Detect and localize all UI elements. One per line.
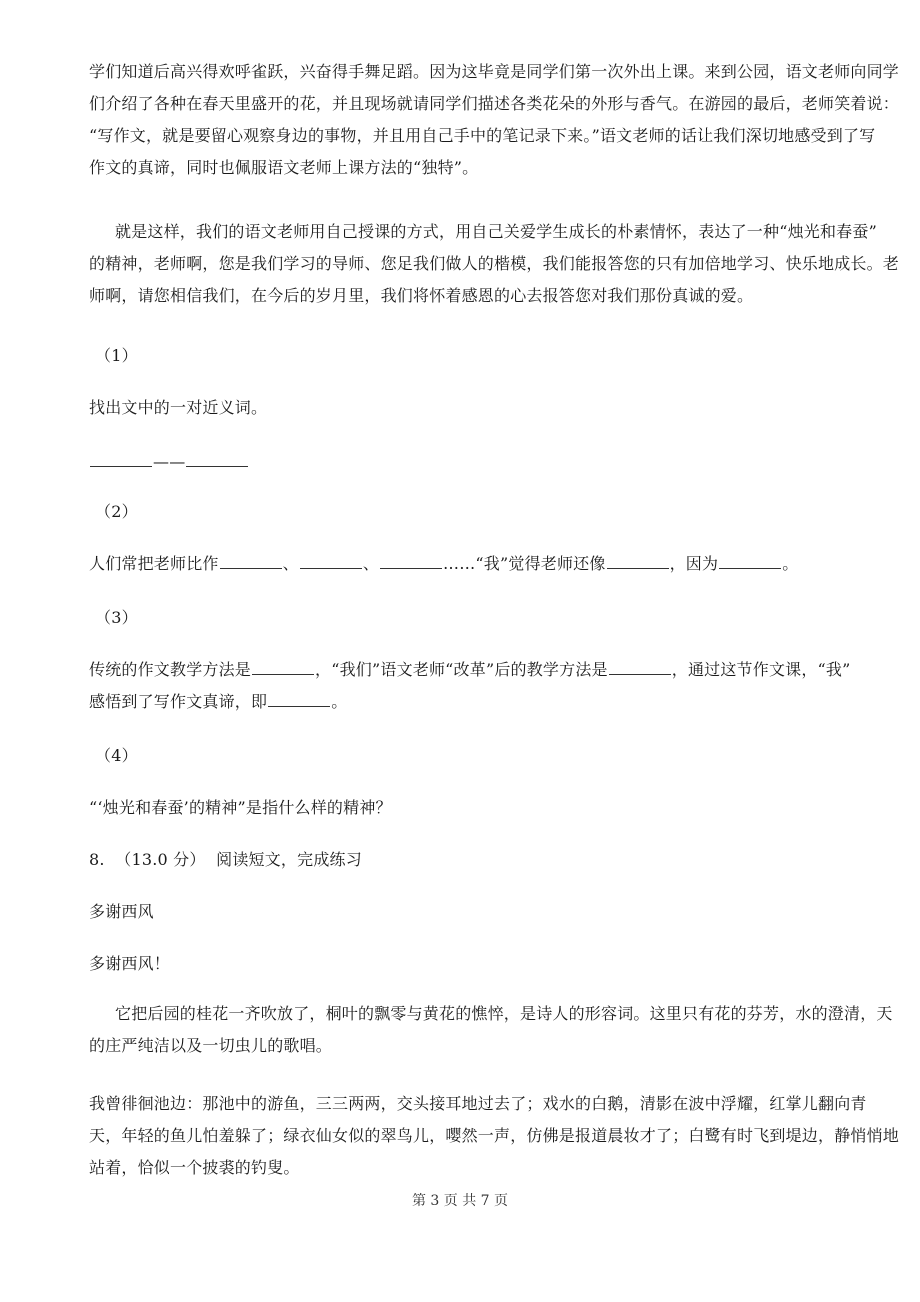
- answer-blank[interactable]: [252, 656, 314, 675]
- passage-paragraph-3: [89, 998, 893, 1062]
- page-footer: [0, 1190, 920, 1210]
- page-number: 第 3 页 共 7 页: [411, 1193, 509, 1209]
- text-line: 师啊，请您相信我们，在今后的岁月里，我们将怀着感恩的心去报答您对我们那份真诚的爱。: [89, 286, 754, 305]
- text-line: 多谢西风！: [89, 954, 171, 973]
- question-3-prompt: [89, 654, 869, 718]
- answer-blank[interactable]: [719, 550, 781, 569]
- question-text: ，通过这节作文课，“我”: [671, 660, 851, 679]
- question-text: 感悟到了写作文真谛，即: [89, 692, 268, 711]
- question-text: 、: [362, 554, 380, 573]
- question-text: 传统的作文教学方法是: [89, 660, 252, 679]
- question-2-prompt: [89, 548, 869, 580]
- question-4-number: [89, 740, 869, 772]
- answer-separator: ——: [153, 452, 186, 471]
- answer-blank[interactable]: [607, 550, 669, 569]
- text-line: 站着，恰似一个披裘的钓叟。: [89, 1158, 300, 1177]
- text-line: 作文的真谛，同时也佩服语文老师上课方法的“独特”。: [89, 158, 479, 177]
- text-line: 的精神，老师啊，您是我们学习的导师、您足我们做人的楷模，我们能报答您的只有加倍地学习、快乐地成长。老: [89, 254, 900, 273]
- question-4-prompt: [89, 792, 869, 824]
- passage-paragraph-4: [89, 1088, 900, 1184]
- text-line: 就是这样，我们的语文老师用自己授课的方式，用自己关爱学生成长的朴素情怀，表达了一种“烛光和春蚕”: [115, 222, 877, 241]
- section-8-header: [89, 844, 869, 876]
- question-text: ，“我们”语文老师“改革”后的教学方法是: [315, 660, 608, 679]
- question-3-number: [89, 602, 869, 634]
- question-prompt: “‘烛光和春蚕’的精神”是指什么样的精神？: [89, 798, 392, 817]
- passage-paragraph-2: [89, 216, 900, 312]
- question-number: （2）: [95, 502, 138, 521]
- passage-title: [89, 896, 869, 928]
- passage-line: [89, 948, 869, 980]
- answer-blank[interactable]: [609, 656, 671, 675]
- question-1-answer: [89, 446, 869, 478]
- question-text: 。: [782, 554, 799, 573]
- answer-blank[interactable]: [300, 550, 362, 569]
- question-text: 、: [282, 554, 299, 573]
- question-text: 人们常把老师比作: [89, 554, 219, 573]
- text-line: 学们知道后高兴得欢呼雀跃，兴奋得手舞足蹈。因为这毕竟是同学们第一次外出上课。来到公园，语文老师向同学: [89, 62, 900, 81]
- answer-blank[interactable]: [90, 448, 152, 467]
- question-text: ，因为: [669, 554, 719, 573]
- text-line: 它把后园的桂花一齐吹放了，桐叶的飘零与黄花的憔悴，是诗人的形容词。这里只有花的芬芳，水的澄清，天: [115, 1004, 893, 1023]
- passage-title-text: 多谢西风: [89, 902, 154, 921]
- answer-blank[interactable]: [220, 550, 282, 569]
- question-number: （3）: [95, 608, 138, 627]
- question-1-number: [89, 340, 869, 372]
- question-text: 。: [331, 692, 348, 711]
- section-header: 8. （13.0 分） 阅读短文，完成练习: [89, 850, 362, 869]
- text-line: 我曾徘徊池边：那池中的游鱼，三三两两，交头接耳地过去了；戏水的白鹅，清影在波中浮耀，红掌儿翻向青: [89, 1094, 867, 1113]
- passage-paragraph-1: [89, 56, 900, 184]
- text-line: 天，年轻的鱼儿怕羞躲了；绿衣仙女似的翠鸟儿，嘤然一声，仿佛是报道晨妆才了；白鹭有时飞到堤边，静悄悄地: [89, 1126, 900, 1145]
- question-number: （4）: [95, 746, 138, 765]
- text-line: “写作文，就是要留心观察身边的事物，并且用自己手中的笔记录下来。”语文老师的话让我们深切地感受到了写: [89, 126, 876, 145]
- text-line: 们介绍了各种在春天里盛开的花，并且现场就请同学们描述各类花朵的外形与香气。在游园的最后，老师笑着说：: [89, 94, 900, 113]
- answer-blank[interactable]: [380, 550, 442, 569]
- text-line: 的庄严纯洁以及一切虫儿的歌唱。: [89, 1036, 333, 1055]
- answer-blank[interactable]: [268, 688, 330, 707]
- answer-blank[interactable]: [186, 448, 248, 467]
- question-prompt: 找出文中的一对近义词。: [89, 398, 268, 417]
- question-1-prompt: [89, 392, 869, 424]
- question-2-number: [89, 496, 869, 528]
- question-number: （1）: [95, 346, 138, 365]
- question-text: ……“我”觉得老师还像: [443, 554, 606, 573]
